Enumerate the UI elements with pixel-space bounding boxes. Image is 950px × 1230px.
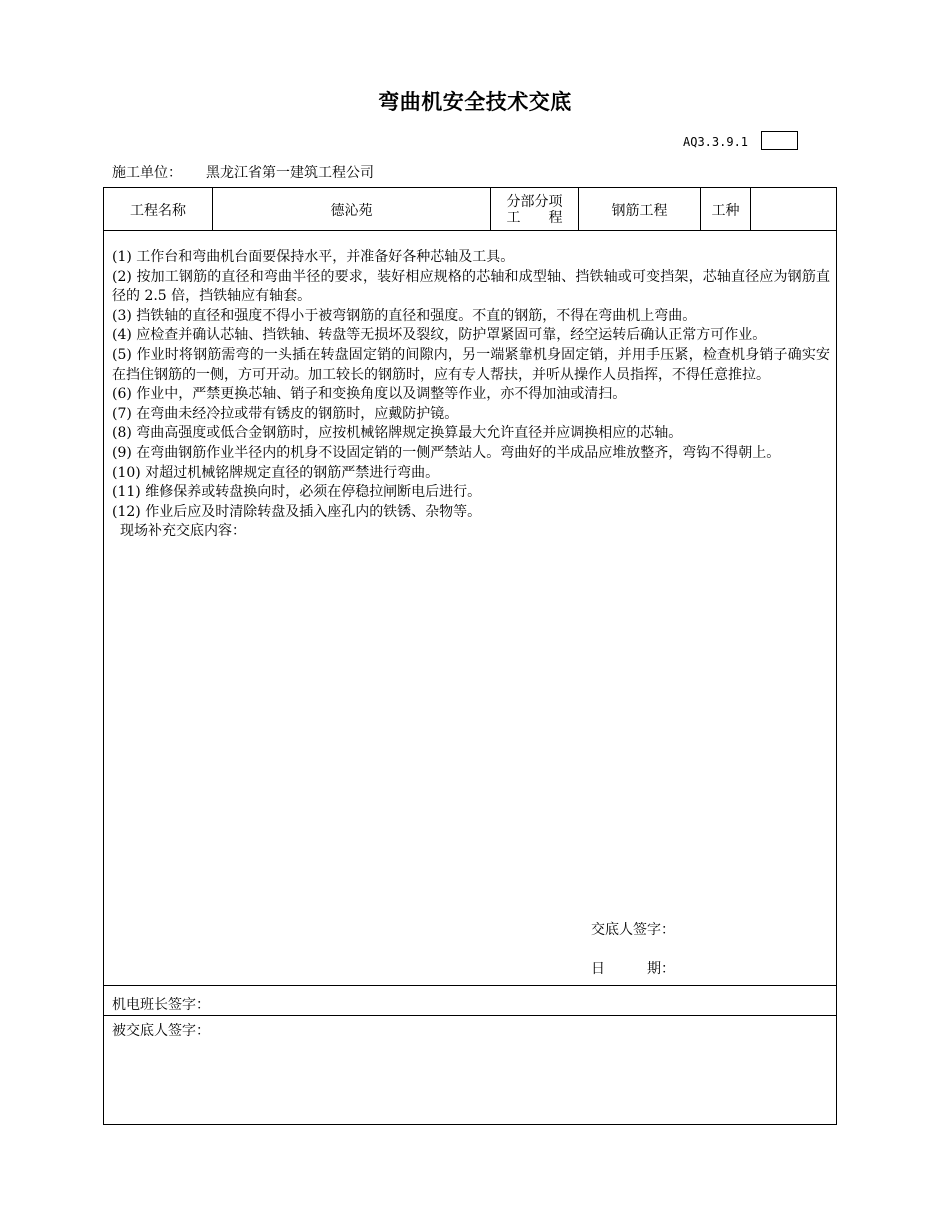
date-label: 日 期： [591, 961, 675, 977]
document-title: 弯曲机安全技术交底 [378, 90, 572, 114]
construction-unit-label: 施工单位： [112, 165, 182, 181]
safety-item: (8) 弯曲高强度或低合金钢筋时，应按机械铭牌规定换算最大允许直径并应调换相应的芯轴。 [112, 425, 683, 442]
safety-item: (1) 工作台和弯曲机台面要保持水平，并准备好各种芯轴及工具。 [112, 249, 515, 265]
document-number: AQ3.3.9.1 [683, 135, 749, 149]
safety-item: (7) 在弯曲未经冷拉或带有锈皮的钢筋时，应戴防护镜。 [112, 405, 459, 422]
safety-item: (3) 挡铁轴的直径和强度不得小于被弯钢筋的直径和强度。不直的钢筋，不得在弯曲机上弯曲。 [112, 307, 697, 324]
safety-item: (12) 作业后应及时清除转盘及插入座孔内的铁锈、杂物等。 [112, 503, 482, 520]
row-divider [104, 230, 836, 231]
safety-item: (9) 在弯曲钢筋作业半径内的机身不设固定销的一侧严禁站人。弯曲好的半成品应堆放整齐，弯钩不得朝上。 [112, 444, 781, 461]
discloser-signature-label: 交底人签字： [591, 922, 675, 938]
safety-item: (2) 按加工钢筋的直径和弯曲半径的要求，装好相应规格的芯轴和成型轴、挡铁轴或可变挡架，芯轴直径应为钢筋直径的 2.5 倍，挡铁轴应有轴套。 [112, 268, 830, 305]
recipient-signature-label: 被交底人签字： [112, 1023, 210, 1039]
row-divider [104, 1015, 836, 1016]
project-name-label: 工程名称 [130, 202, 186, 219]
disclosure-form-table [103, 187, 837, 1125]
subproject-label-line1: 分部分项 [506, 193, 563, 210]
row-divider [104, 985, 836, 986]
safety-items [112, 248, 830, 542]
safety-item: (4) 应检查并确认芯轴、挡铁轴、转盘等无损坏及裂纹，防护罩紧固可靠，经空运转后确认正常方可作业。 [112, 327, 767, 344]
safety-item: (10) 对超过机械铭牌规定直径的钢筋严禁进行弯曲。 [112, 464, 440, 481]
document-number-box[interactable] [761, 131, 798, 150]
trade-label: 工种 [711, 202, 740, 219]
construction-unit-value: 黑龙江省第一建筑工程公司 [206, 165, 374, 181]
electrician-signature-label: 机电班长签字： [112, 997, 210, 1013]
supplement-label: 现场补充交底内容： [120, 523, 246, 540]
subproject-value: 钢筋工程 [611, 202, 668, 219]
safety-item: (11) 维修保养或转盘换向时，必须在停稳拉闸断电后进行。 [112, 484, 482, 501]
safety-item: (5) 作业时将钢筋需弯的一头插在转盘固定销的间隙内，另一端紧靠机身固定销，并用手压紧，检查机身销子确实安在挡住钢筋的一侧，方可开动。加工较长的钢筋时，应有专人帮扶，并听从操作人员指挥，不得任意推拉。 [112, 346, 830, 383]
trade-value[interactable] [751, 188, 835, 231]
project-name-value: 德沁苑 [330, 202, 373, 219]
subproject-label-line2: 工 程 [506, 209, 563, 226]
subproject-label [491, 188, 578, 231]
safety-item: (6) 作业中，严禁更换芯轴、销子和变换角度以及调整等作业，亦不得加油或清扫。 [112, 386, 627, 403]
